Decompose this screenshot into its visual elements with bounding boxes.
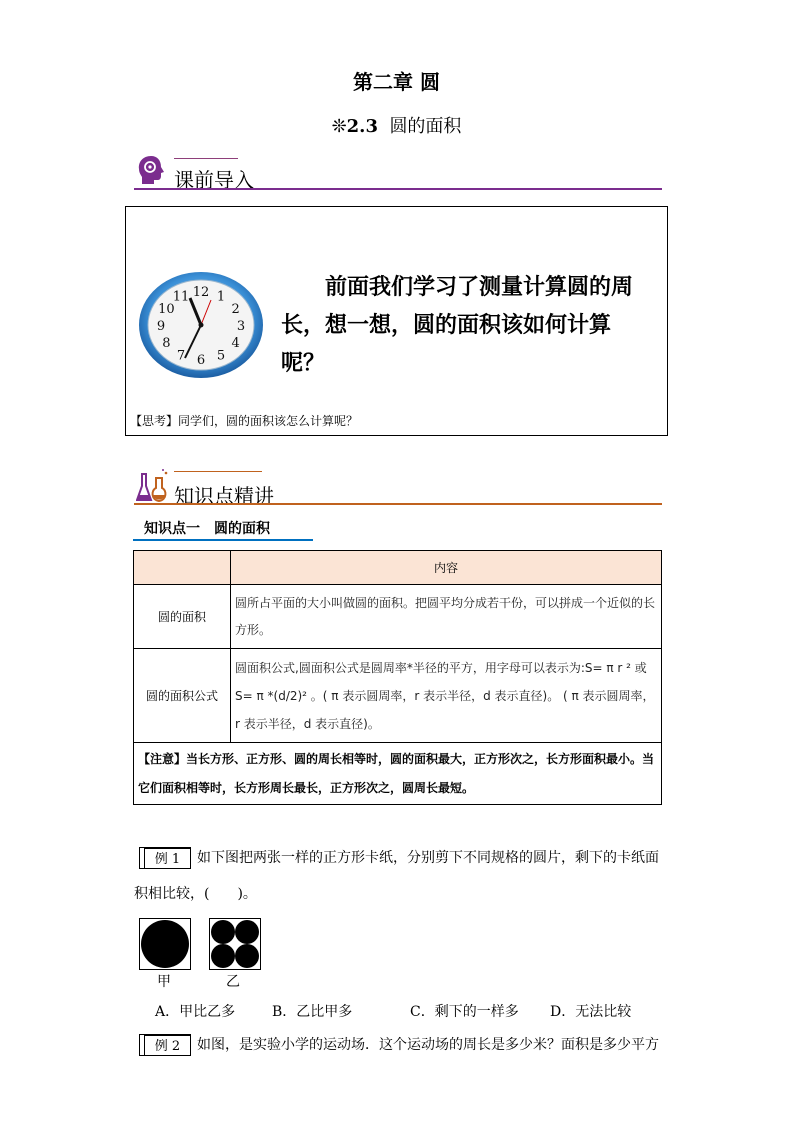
example1-label: 例 1 — [144, 848, 190, 868]
table-header-content: 内容 — [231, 551, 662, 585]
clock-numeral: 12 — [192, 285, 210, 300]
clock-numeral: 5 — [216, 348, 226, 364]
table-header-row — [134, 551, 662, 585]
think-line — [130, 412, 358, 429]
clock-numeral: 6 — [196, 353, 206, 368]
section-number: 2.3 — [346, 116, 378, 137]
intro-heading: 课前导入 — [174, 168, 254, 192]
intro-heading-block — [134, 150, 662, 192]
clock-numeral: 4 — [231, 336, 240, 351]
think-label: 【思考】 — [130, 414, 179, 428]
row-content: 圆面积公式,圆面积公式是圆周率*半径的平方，用字母可以表示为:S= π r ² 或 S= π *(d/2)² 。( π 表示圆周率，r 表示半径，d 表示直径)。 ( π 表示圆周率，r 表示半径，d 表示直径)。 — [231, 649, 662, 743]
table-row — [134, 649, 662, 743]
note-text: 【注意】当长方形、正方形、圆的周长相等时，圆的面积最大，正方形次之，长方形面积最小。当它们面积相等时，长方形周长最长，正方形次之，圆周长最短。 — [134, 743, 662, 805]
clock-numeral: 9 — [156, 319, 166, 334]
knowledge-accent-line — [174, 471, 262, 472]
figure-a-circle — [141, 920, 189, 968]
note-row — [134, 743, 662, 805]
section-symbol: ❊ — [331, 116, 347, 137]
think-text: 同学们，圆的面积该怎么计算呢？ — [178, 414, 359, 428]
clock-numeral: 7 — [176, 348, 186, 364]
figure-b-label: 乙 — [226, 974, 240, 990]
clock-icon — [137, 270, 265, 380]
figure-a-square — [139, 918, 191, 970]
knowledge-heading: 知识点精讲 — [174, 484, 274, 508]
figure-b-circle — [211, 944, 235, 968]
example1-label-box — [139, 847, 191, 869]
intro-heading-underline — [134, 188, 662, 190]
figure-b-circle — [235, 920, 259, 944]
clock-numeral: 3 — [236, 319, 246, 334]
clock-numeral: 2 — [231, 302, 240, 317]
option-d[interactable]: D．无法比较 — [550, 1004, 632, 1020]
example2-label: 例 2 — [144, 1035, 190, 1055]
head-accent-line — [174, 158, 238, 159]
example2-text: 如图，是实验小学的运动场．这个运动场的周长是多少米？面积是多少平方 — [197, 1037, 659, 1053]
option-a[interactable]: A．甲比乙多 — [155, 1004, 236, 1020]
figure-b-circle — [235, 944, 259, 968]
chapter-title: 第二章 圆 — [353, 70, 440, 94]
clock-numeral: 10 — [158, 302, 175, 317]
clock-numeral: 8 — [162, 336, 171, 351]
example2-label-box — [139, 1034, 191, 1056]
figure-a-label: 甲 — [157, 974, 171, 990]
knowledge-heading-underline — [134, 503, 662, 505]
head-brain-icon — [136, 154, 166, 186]
figure-b-circle — [211, 920, 235, 944]
intro-prompt: 前面我们学习了测量计算圆的周长，想一想，圆的面积该如何计算呢？ — [281, 275, 634, 376]
example1-text-line2: 积相比较，( )。 — [134, 886, 257, 902]
point-title-underline — [133, 539, 313, 541]
row-label: 圆的面积公式 — [134, 649, 231, 743]
knowledge-heading-block — [134, 466, 662, 508]
clock-numeral: 11 — [172, 289, 190, 305]
figure-b-square — [209, 918, 261, 970]
section-title — [0, 112, 793, 138]
knowledge-table — [133, 550, 662, 805]
section-name: 圆的面积 — [389, 116, 462, 137]
flask-icon — [136, 468, 170, 504]
example1-text-line1: 如下图把两张一样的正方形卡纸，分别剪下不同规格的圆片，剩下的卡纸面 — [197, 850, 659, 866]
intro-box — [125, 206, 668, 436]
clock-numeral: 1 — [216, 289, 226, 305]
table-row — [134, 585, 662, 649]
option-b[interactable]: B．乙比甲多 — [272, 1004, 353, 1020]
option-c[interactable]: C．剩下的一样多 — [410, 1004, 519, 1020]
table-header-empty — [134, 551, 231, 585]
row-label: 圆的面积 — [134, 585, 231, 649]
point-title: 知识点一 圆的面积 — [144, 521, 270, 537]
row-content: 圆所占平面的大小叫做圆的面积。把圆平均分成若干份，可以拼成一个近似的长方形。 — [231, 585, 662, 649]
